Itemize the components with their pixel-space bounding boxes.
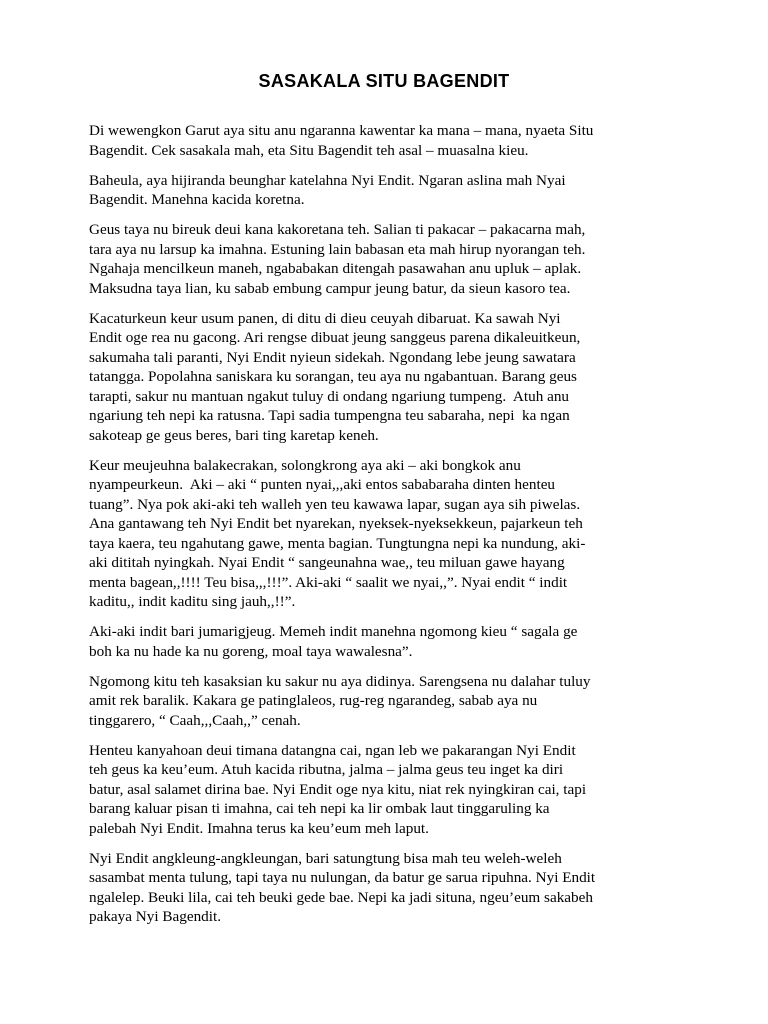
paragraph: Ngomong kitu teh kasaksian ku sakur nu aya didinya. Sarengsena nu dalahar tuluy amit rek baralik. Kakara ge patinglaleos, rug-reg ngarandeg, sabab aya nu tinggarero, “ Caah,,,Caah,,” cenah.	[89, 672, 591, 729]
document-body	[89, 121, 689, 937]
paragraph: Kacaturkeun keur usum panen, di ditu di dieu ceuyah dibaruat. Ka sawah Nyi Endit oge rea nu gacong. Ari rengse dibuat jeung sanggeus parena dikaleuitkeun, sakumaha tali paranti, Nyi Endit nyieun sidekah. Ngondang lebe jeung sawatara tatangga. Popolahna saniskara ku sorangan, teu aya nu ngabantuan. Barang geus tarapti, sakur nu mantuan ngakut tuluy di ondang ngariung tumpeng. Atuh anu ngariung teh nepi ka ratusna. Tapi sadia tumpengna teu sabaraha, nepi ka ngan sakoteap ge geus beres, bari ting karetap keneh.	[89, 309, 581, 444]
paragraph: Aki-aki indit bari jumarigjeug. Memeh indit manehna ngomong kieu “ sagala ge boh ka nu hade ka nu goreng, moal taya wawalesna”.	[89, 623, 578, 660]
paragraph: Nyi Endit angkleung-angkleungan, bari satungtung bisa mah teu weleh-weleh sasambat menta tulung, tapi taya nu nulungan, da batur ge sarua ripuhna. Nyi Endit ngalelep. Beuki lila, cai teh beuki gede bae. Nepi ka jadi situna, ngeu’eum sakabeh pakaya Nyi Bagendit.	[89, 849, 596, 925]
paragraph: Henteu kanyahoan deui timana datangna cai, ngan leb we pakarangan Nyi Endit teh geus ka keu’eum. Atuh kacida ributna, jalma – jalma geus teu inget ka diri batur, asal salamet dirina bae. Nyi Endit oge nya kitu, niat rek nyingkiran cai, tapi barang kaluar pisan ti imahna, cai teh nepi ka lir ombak laut tinggaruling ka palebah Nyi Endit. Imahna terus ka keu’eum meh laput.	[89, 741, 587, 837]
paragraph: Baheula, aya hijiranda beunghar katelahna Nyi Endit. Ngaran aslina mah Nyai Bagendit. Manehna kacida koretna.	[89, 171, 566, 208]
paragraph: Di wewengkon Garut aya situ anu ngaranna kawentar ka mana – mana, nyaeta Situ Bagendit. Cek sasakala mah, eta Situ Bagendit teh asal – muasalna kieu.	[89, 122, 594, 159]
paragraph: Geus taya nu bireuk deui kana kakoretana teh. Salian ti pakacar – pakacarna mah, tara aya nu larsup ka imahna. Estuning lain babasan eta mah hirup nyorangan teh. Ngahaja mencilkeun maneh, ngababakan ditengah pasawahan anu upluk – aplak. Maksudna taya lian, ku sabab embung campur jeung batur, da sieun kasoro tea.	[89, 221, 586, 297]
document-title: SASAKALA SITU BAGENDIT	[258, 71, 510, 91]
paragraph: Keur meujeuhna balakecrakan, solongkrong aya aki – aki bongkok anu nyampeurkeun. Aki – aki “ punten nyai,,,aki entos sababaraha dinten henteu tuang”. Nya pok aki-aki teh walleh yen teu kawawa lapar, sugan aya sih piwelas. Ana gantawang teh Nyi Endit bet nyarekan, nyeksek-nyeksekkeun, pajarkeun teh taya kaera, teu ngahutang gawe, menta bagian. Tungtungna nepi ka nundung, aki- aki dititah nyingkah. Nyai Endit “ sangeunahna wae,, teu miluan gawe hayang menta bagean,,!!!! Teu bisa,,,!!!”. Aki-aki “ saalit we nyai,,”. Nyai endit “ indit kaditu,, indit kaditu sing jauh,,!!”.	[89, 456, 586, 610]
